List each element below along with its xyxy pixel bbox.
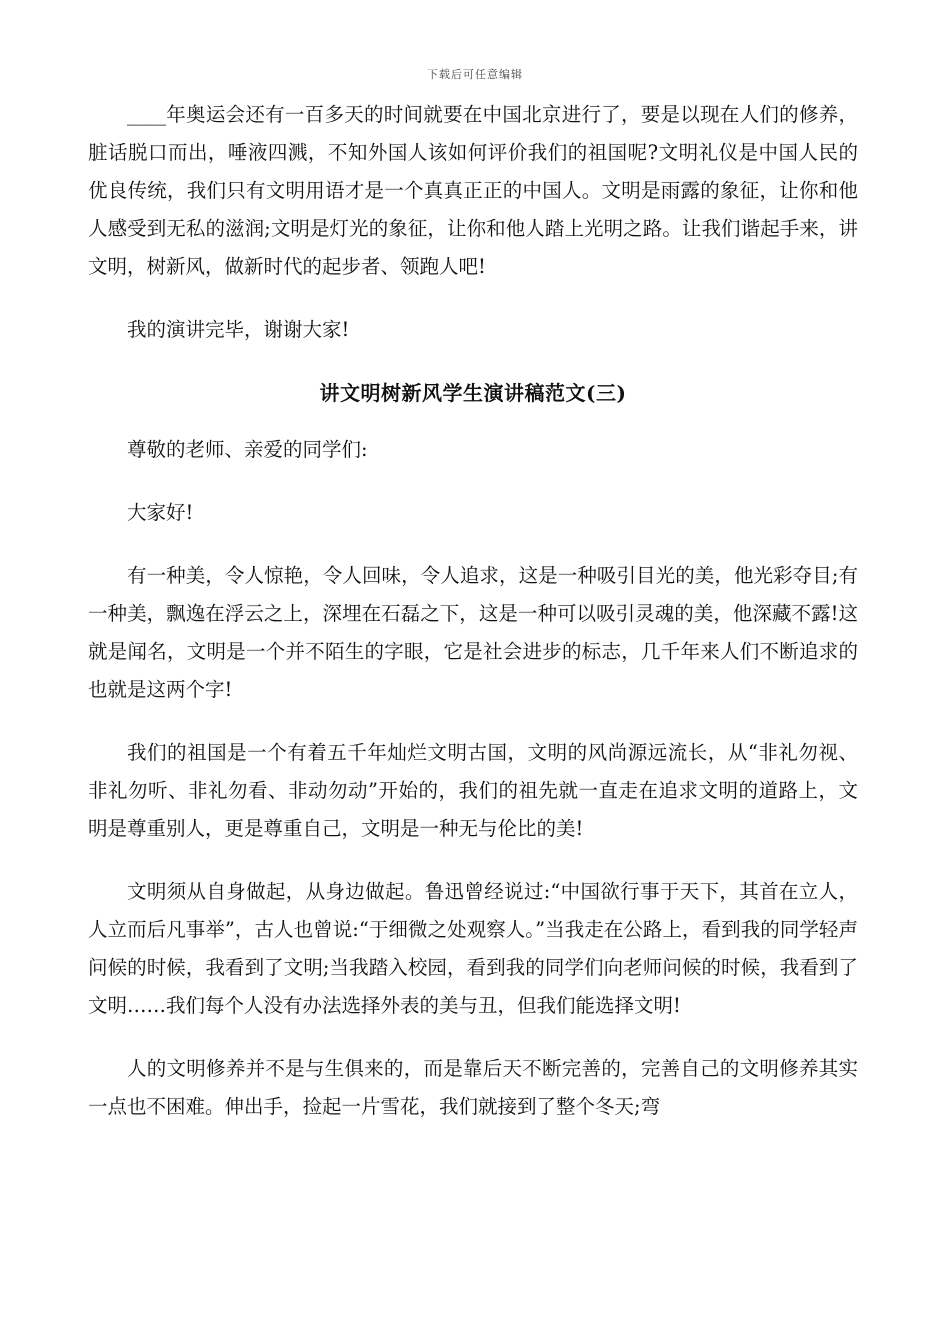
paragraph: 大家好! [127, 501, 194, 524]
page-header: 下载后可任意编辑 [427, 68, 523, 81]
paragraph: 尊敬的老师、亲爱的同学们: [127, 438, 368, 461]
paragraph: 我们的祖国是一个有着五千年灿烂文明古国，文明的风尚源远流长，从“非礼勿视、非礼勿听、非礼勿看、非动勿动”开始的，我们的祖先就一直走在追求文明的道路上，文明是尊重别人，更是尊重自己，文明是一种无与伦比的美! [88, 741, 858, 840]
paragraph: 人的文明修养并不是与生俱来的，而是靠后天不断完善的，完善自己的文明修养其实一点也不困难。伸出手，捡起一片雪花，我们就接到了整个冬天;弯 [88, 1057, 858, 1118]
section-heading: 讲文明树新风学生演讲稿范文(三) [319, 381, 627, 405]
document-body [88, 96, 858, 1151]
paragraph: 文明须从自身做起，从身边做起。鲁迅曾经说过:“中国欲行事于天下，其首在立人，人立而后凡事举”，古人也曾说:“于细微之处观察人。”当我走在公路上，看到我的同学轻声问候的时候，我看到了文明;当我踏入校园，看到我的同学们向老师问候的时候，我看到了文明……我们每个人没有办法选择外表的美与丑，但我们能选择文明! [88, 880, 858, 1017]
paragraph: ____年奥运会还有一百多天的时间就要在中国北京进行了，要是以现在人们的修养，脏话脱口而出，唾液四溅，不知外国人该如何评价我们的祖国呢?文明礼仪是中国人民的优良传统，我们只有文明用语才是一个真真正正的中国人。文明是雨露的象征，让你和他人感受到无私的滋润;文明是灯光的象征，让你和他人踏上光明之路。让我们谐起手来，讲文明，树新风，做新时代的起步者、领跑人吧! [88, 103, 858, 278]
paragraph: 有一种美，令人惊艳，令人回味，令人追求，这是一种吸引目光的美，他光彩夺目;有一种美，飘逸在浮云之上，深埋在石磊之下，这是一种可以吸引灵魂的美，他深藏不露!这就是闻名，文明是一个并不陌生的字眼，它是社会进步的标志，几千年来人们不断追求的也就是这两个字! [88, 564, 858, 701]
paragraph: 我的演讲完毕，谢谢大家! [127, 318, 350, 341]
